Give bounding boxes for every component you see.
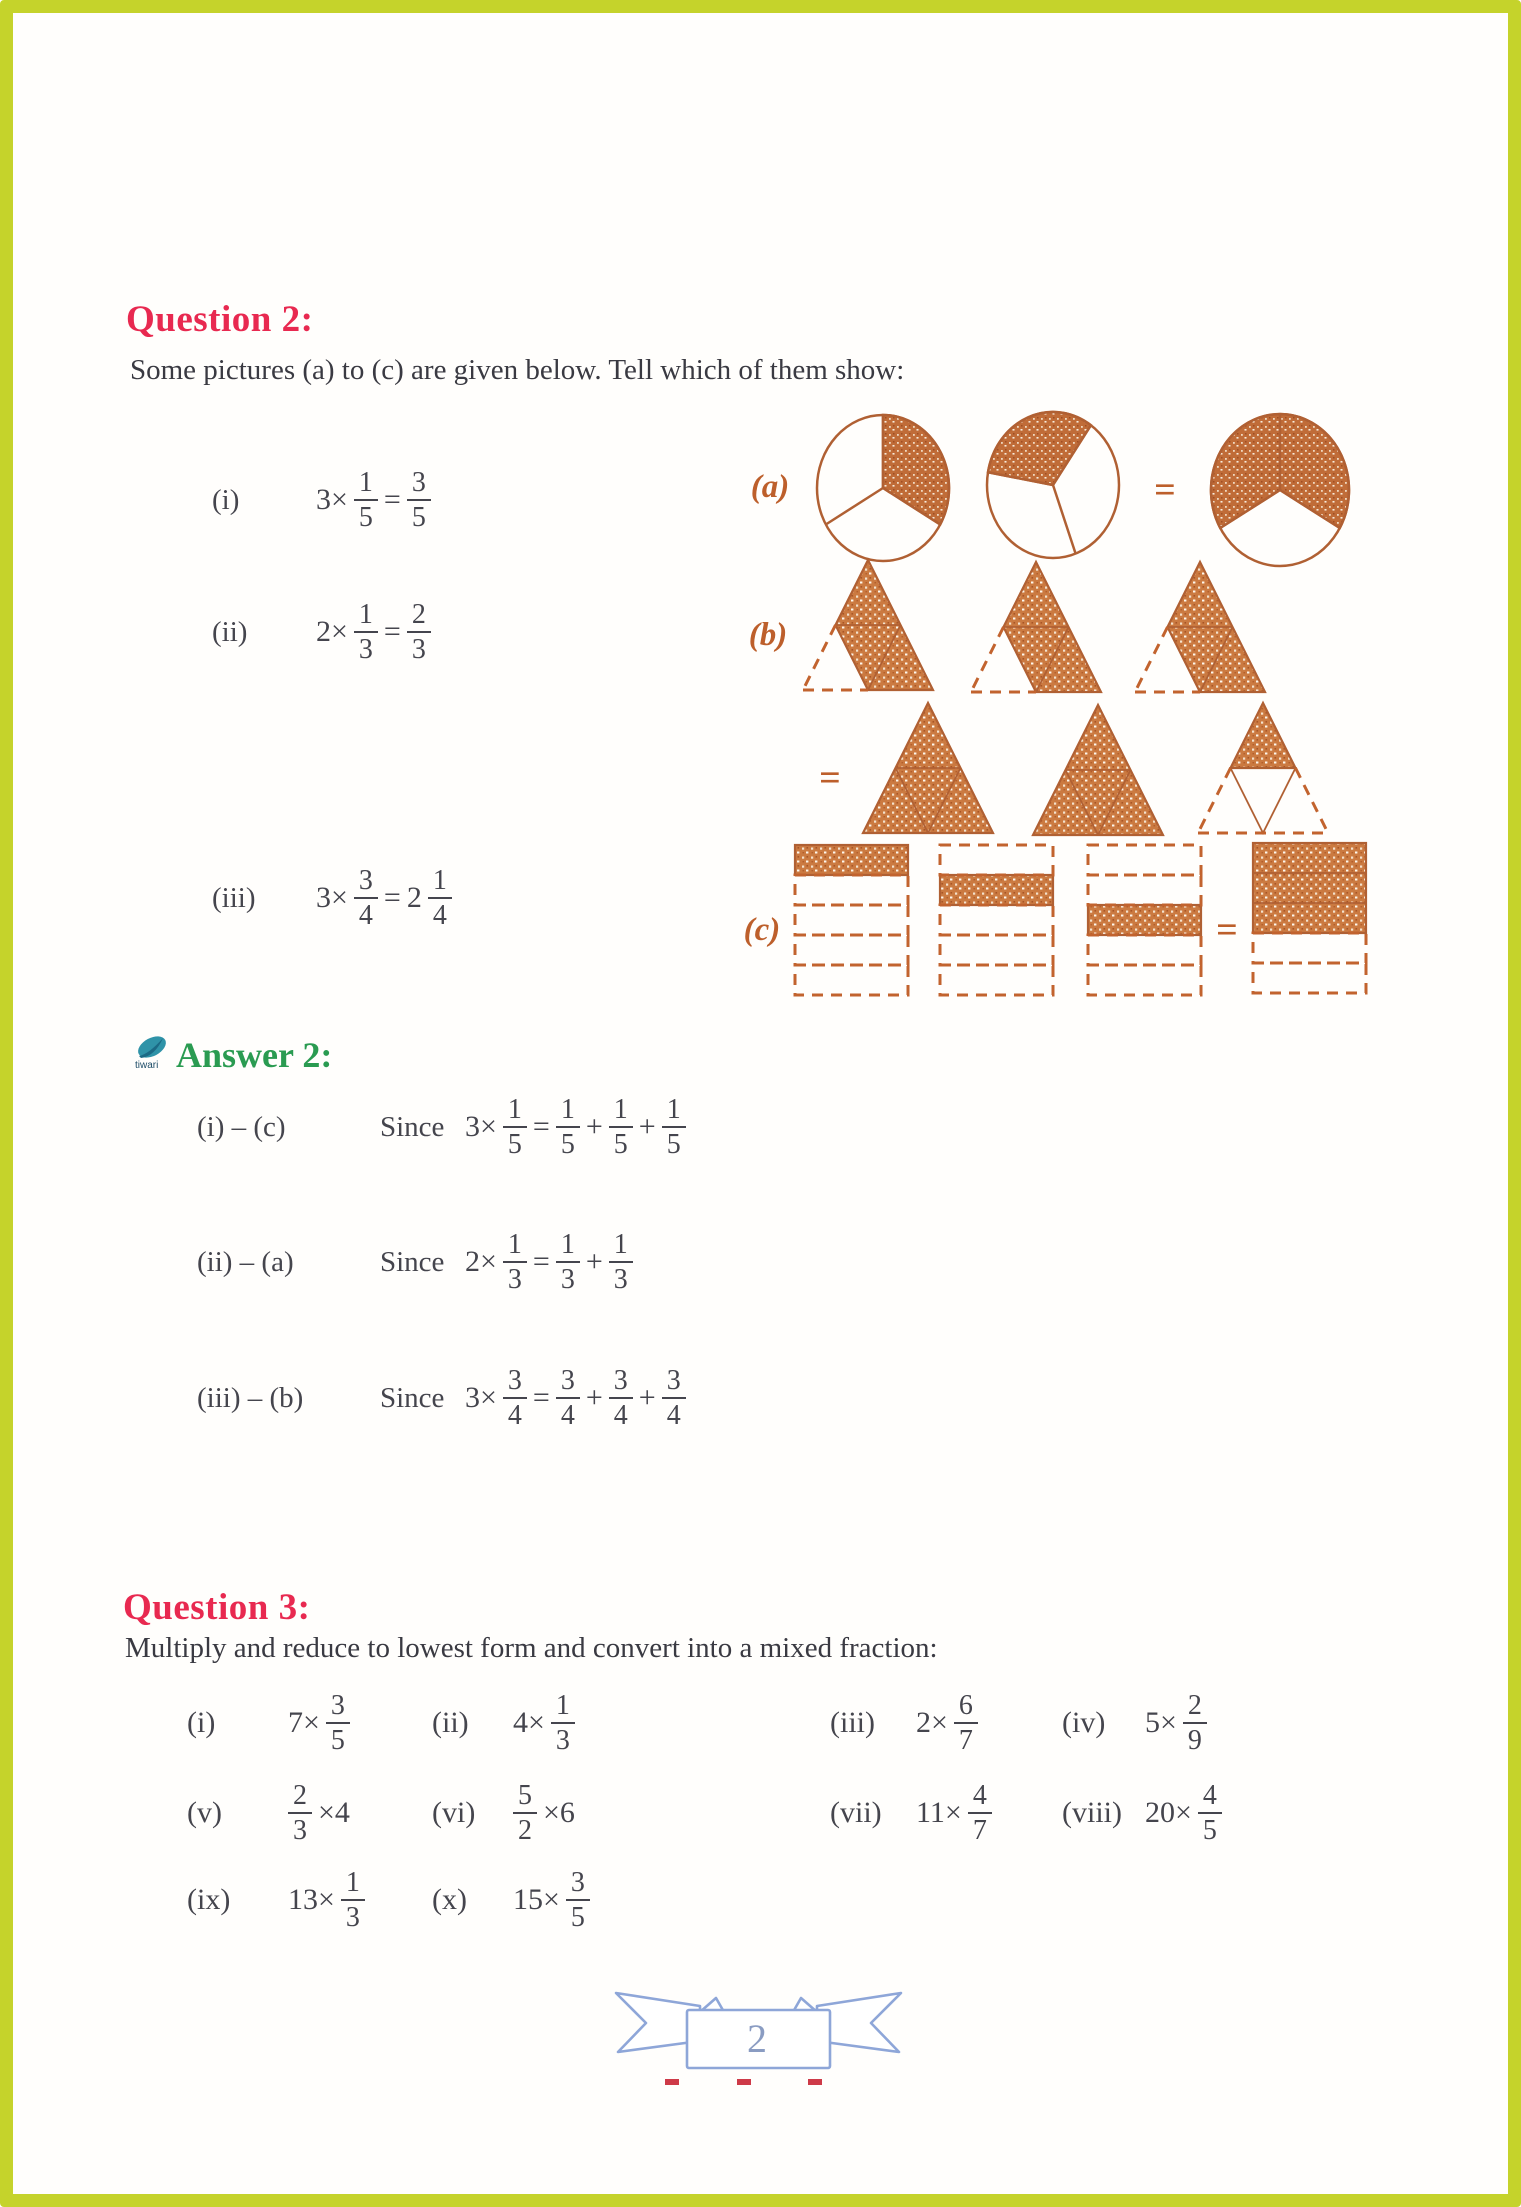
page-number: 2: [747, 2016, 767, 2061]
fraction-numerator: 1: [609, 1094, 633, 1128]
q3-item-ix-expr: [285, 1857, 368, 1943]
answer-row-2-equation: [462, 1229, 636, 1296]
fraction-numerator: 1: [428, 865, 452, 899]
q3-item-v-label: (v): [187, 1796, 222, 1829]
math-token: =: [383, 881, 401, 914]
fraction-numerator: 3: [326, 1690, 350, 1724]
fraction-denominator: 9: [1187, 1725, 1202, 1756]
q3-item-x-expr: [510, 1857, 593, 1943]
math-token: +: [585, 1110, 603, 1143]
fraction: [407, 467, 431, 534]
fraction-denominator: 3: [560, 1264, 575, 1295]
fraction-numerator: 1: [556, 1094, 580, 1128]
fraction: [556, 1094, 580, 1161]
q3-item-ix-label: (ix): [187, 1883, 231, 1916]
math-token: 13×: [288, 1883, 335, 1916]
fraction: [326, 1690, 350, 1757]
math-token: =: [532, 1245, 550, 1278]
fraction: [609, 1094, 633, 1161]
fraction-denominator: 3: [507, 1264, 522, 1295]
circle-figure-1: [817, 415, 949, 561]
math-token: =: [532, 1110, 550, 1143]
q2-item-iii: [212, 853, 455, 943]
fraction-denominator: 4: [560, 1400, 575, 1431]
q3-item-vi-label: (vi): [432, 1796, 476, 1829]
fraction-numerator: 3: [609, 1365, 633, 1399]
fraction: [407, 599, 431, 666]
math-token: 3×: [316, 881, 348, 914]
fraction: [968, 1780, 992, 1847]
q3-item-v-expr: [285, 1770, 353, 1856]
circle-figure-result: [1211, 414, 1349, 566]
rectangle-figure-1: [795, 845, 908, 995]
q3-item-ii-expr: [510, 1680, 578, 1766]
fraction-numerator: 2: [288, 1780, 312, 1814]
fraction-numerator: 3: [503, 1365, 527, 1399]
figure-equals-c: =: [1216, 909, 1238, 951]
question-3-intro: Multiply and reduce to lowest form and convert into a mixed fraction:: [125, 1632, 938, 1664]
answer-row-3-equation: [462, 1365, 689, 1432]
math-token: ×4: [318, 1796, 350, 1829]
fractions-figure: [510, 395, 1390, 1010]
q2-item-i-equation: [313, 467, 434, 534]
answer-row-3-since: Since: [380, 1381, 445, 1414]
math-token: ×6: [543, 1796, 575, 1829]
fraction: [556, 1229, 580, 1296]
math-token: 4×: [513, 1706, 545, 1739]
math-token: 3×: [465, 1381, 497, 1414]
fraction-numerator: 3: [566, 1867, 590, 1901]
fraction-denominator: 3: [345, 1902, 360, 1933]
question-3-heading: Question 3:: [123, 1587, 311, 1628]
q2-item-ii: [212, 587, 434, 677]
fraction-numerator: 4: [1198, 1780, 1222, 1814]
math-token: 3×: [465, 1110, 497, 1143]
fraction-denominator: 5: [1202, 1815, 1217, 1846]
q3-item-x-label: (x): [432, 1883, 467, 1916]
triangle-figure-3: [1135, 562, 1265, 692]
math-token: =: [532, 1381, 550, 1414]
fraction-denominator: 3: [293, 1815, 307, 1846]
q3-item-i-label: (i): [187, 1706, 216, 1739]
fraction: [662, 1365, 686, 1432]
fraction-numerator: 1: [341, 1867, 365, 1901]
fraction: [551, 1690, 575, 1757]
math-token: 20×: [1145, 1796, 1192, 1829]
fraction-numerator: 2: [1183, 1690, 1207, 1724]
fraction-denominator: 5: [560, 1129, 575, 1160]
fraction-numerator: 2: [407, 599, 431, 633]
fraction-denominator: 5: [330, 1725, 345, 1756]
fraction-numerator: 3: [407, 467, 431, 501]
math-token: +: [638, 1381, 656, 1414]
fraction-denominator: 5: [570, 1902, 585, 1933]
fraction-numerator: 4: [968, 1780, 992, 1814]
q2-item-i: [212, 455, 434, 545]
math-token: =: [383, 483, 401, 516]
q3-item-vi-expr: [510, 1770, 578, 1856]
q3-item-ii-label: (ii): [432, 1706, 469, 1739]
math-token: 2×: [316, 615, 348, 648]
fraction-denominator: 2: [518, 1815, 532, 1846]
fraction-denominator: 3: [358, 634, 373, 665]
rectangle-figure-2: [940, 845, 1053, 995]
question-2-heading: Question 2:: [126, 299, 314, 340]
logo-text: tiwari: [135, 1060, 159, 1071]
fraction-numerator: 1: [503, 1094, 527, 1128]
fraction-denominator: 4: [507, 1400, 522, 1431]
q3-item-iv-label: (iv): [1062, 1706, 1106, 1739]
math-token: 3×: [316, 483, 348, 516]
fraction-numerator: 1: [354, 599, 378, 633]
fraction: [1198, 1780, 1222, 1847]
fraction-numerator: 5: [513, 1780, 537, 1814]
fraction-denominator: 5: [358, 502, 373, 533]
fraction-numerator: 3: [556, 1365, 580, 1399]
math-token: 5×: [1145, 1706, 1177, 1739]
math-token: 7×: [288, 1706, 320, 1739]
rectangle-figure-3: [1088, 845, 1201, 995]
circle-figure-2: [987, 412, 1119, 558]
triangle-figure-1: [803, 560, 933, 690]
fraction: [609, 1365, 633, 1432]
fraction-denominator: 7: [972, 1815, 987, 1846]
fraction: [354, 865, 378, 932]
answer-row-1-since: Since: [380, 1110, 445, 1143]
fraction-denominator: 5: [507, 1129, 522, 1160]
triangle-figure-result-3: [1198, 703, 1328, 833]
q2-item-ii-equation: [313, 599, 434, 666]
triangle-figure-result-2: [1033, 705, 1163, 835]
math-token: =: [383, 615, 401, 648]
answer-row-3: [197, 1356, 689, 1440]
q2-item-iii-equation: [313, 865, 455, 932]
fraction-numerator: 6: [954, 1690, 978, 1724]
fraction-denominator: 5: [613, 1129, 628, 1160]
fraction-denominator: 4: [666, 1400, 681, 1431]
fraction-denominator: 3: [555, 1725, 570, 1756]
fraction: [354, 599, 378, 666]
answer-2-heading: Answer 2:: [176, 1035, 333, 1075]
figure-label-b: (b): [748, 617, 788, 653]
triangle-figure-result-1: [863, 703, 993, 833]
math-token: 15×: [513, 1883, 560, 1916]
fraction-numerator: 1: [556, 1229, 580, 1263]
fraction: [503, 1365, 527, 1432]
fraction: [662, 1094, 686, 1161]
fraction-numerator: 1: [662, 1094, 686, 1128]
footer-red-dashes: [665, 2079, 822, 2085]
fraction-numerator: 1: [354, 467, 378, 501]
q3-item-iii-expr: [913, 1680, 981, 1766]
q2-item-ii-label: (ii): [212, 615, 248, 648]
fraction: [556, 1365, 580, 1432]
figure-label-a: (a): [750, 469, 790, 505]
triangle-figure-2: [971, 562, 1101, 692]
math-token: +: [638, 1110, 656, 1143]
fraction-numerator: 1: [609, 1229, 633, 1263]
q3-item-vii-label: (vii): [830, 1796, 882, 1829]
answer-row-2-label: (ii) – (a): [197, 1245, 294, 1278]
fraction: [513, 1780, 537, 1847]
page-number-ribbon: [600, 1985, 920, 2095]
math-token: 2×: [465, 1245, 497, 1278]
fraction-denominator: 3: [613, 1264, 628, 1295]
fraction: [566, 1867, 590, 1934]
fraction-numerator: 1: [551, 1690, 575, 1724]
math-token: +: [585, 1245, 603, 1278]
fraction-denominator: 3: [411, 634, 426, 665]
answer-row-2-since: Since: [380, 1245, 445, 1278]
fraction-denominator: 4: [613, 1400, 628, 1431]
fraction-denominator: 4: [358, 900, 373, 931]
answer-row-1: [197, 1085, 689, 1169]
q2-item-i-label: (i): [212, 483, 240, 516]
q2-item-iii-label: (iii): [212, 881, 256, 914]
math-token: +: [585, 1381, 603, 1414]
fraction-denominator: 5: [666, 1129, 681, 1160]
fraction-numerator: 3: [354, 865, 378, 899]
math-token: 2: [406, 881, 422, 914]
fraction-denominator: 7: [958, 1725, 973, 1756]
answer-row-1-equation: [462, 1094, 689, 1161]
fraction: [354, 467, 378, 534]
q3-item-vii-expr: [913, 1770, 995, 1856]
fraction: [503, 1094, 527, 1161]
fraction: [288, 1780, 312, 1847]
q3-item-iv-expr: [1142, 1680, 1210, 1766]
fraction-numerator: 3: [662, 1365, 686, 1399]
fraction: [503, 1229, 527, 1296]
answer-row-1-label: (i) – (c): [197, 1110, 286, 1143]
math-token: 2×: [916, 1706, 948, 1739]
fraction-denominator: 5: [411, 502, 426, 533]
q3-item-viii-expr: [1142, 1770, 1225, 1856]
figure-equals-b: =: [819, 757, 841, 799]
fraction: [954, 1690, 978, 1757]
figure-equals-a: =: [1154, 469, 1176, 511]
fraction: [341, 1867, 365, 1934]
fraction: [609, 1229, 633, 1296]
tiwari-academy-logo: [131, 1032, 171, 1074]
answer-row-2: [197, 1220, 636, 1304]
figure-label-c: (c): [743, 912, 781, 948]
rectangle-figure-result: [1253, 843, 1366, 993]
answer-row-3-label: (iii) – (b): [197, 1381, 304, 1414]
q3-item-i-expr: [285, 1680, 353, 1766]
fraction-denominator: 4: [432, 900, 447, 931]
q3-item-iii-label: (iii): [830, 1706, 875, 1739]
question-2-intro: Some pictures (a) to (c) are given below. Tell which of them show:: [130, 354, 905, 386]
fraction: [428, 865, 452, 932]
fraction-numerator: 1: [503, 1229, 527, 1263]
fraction: [1183, 1690, 1207, 1757]
q3-item-viii-label: (viii): [1062, 1796, 1122, 1829]
math-token: 11×: [916, 1796, 962, 1829]
